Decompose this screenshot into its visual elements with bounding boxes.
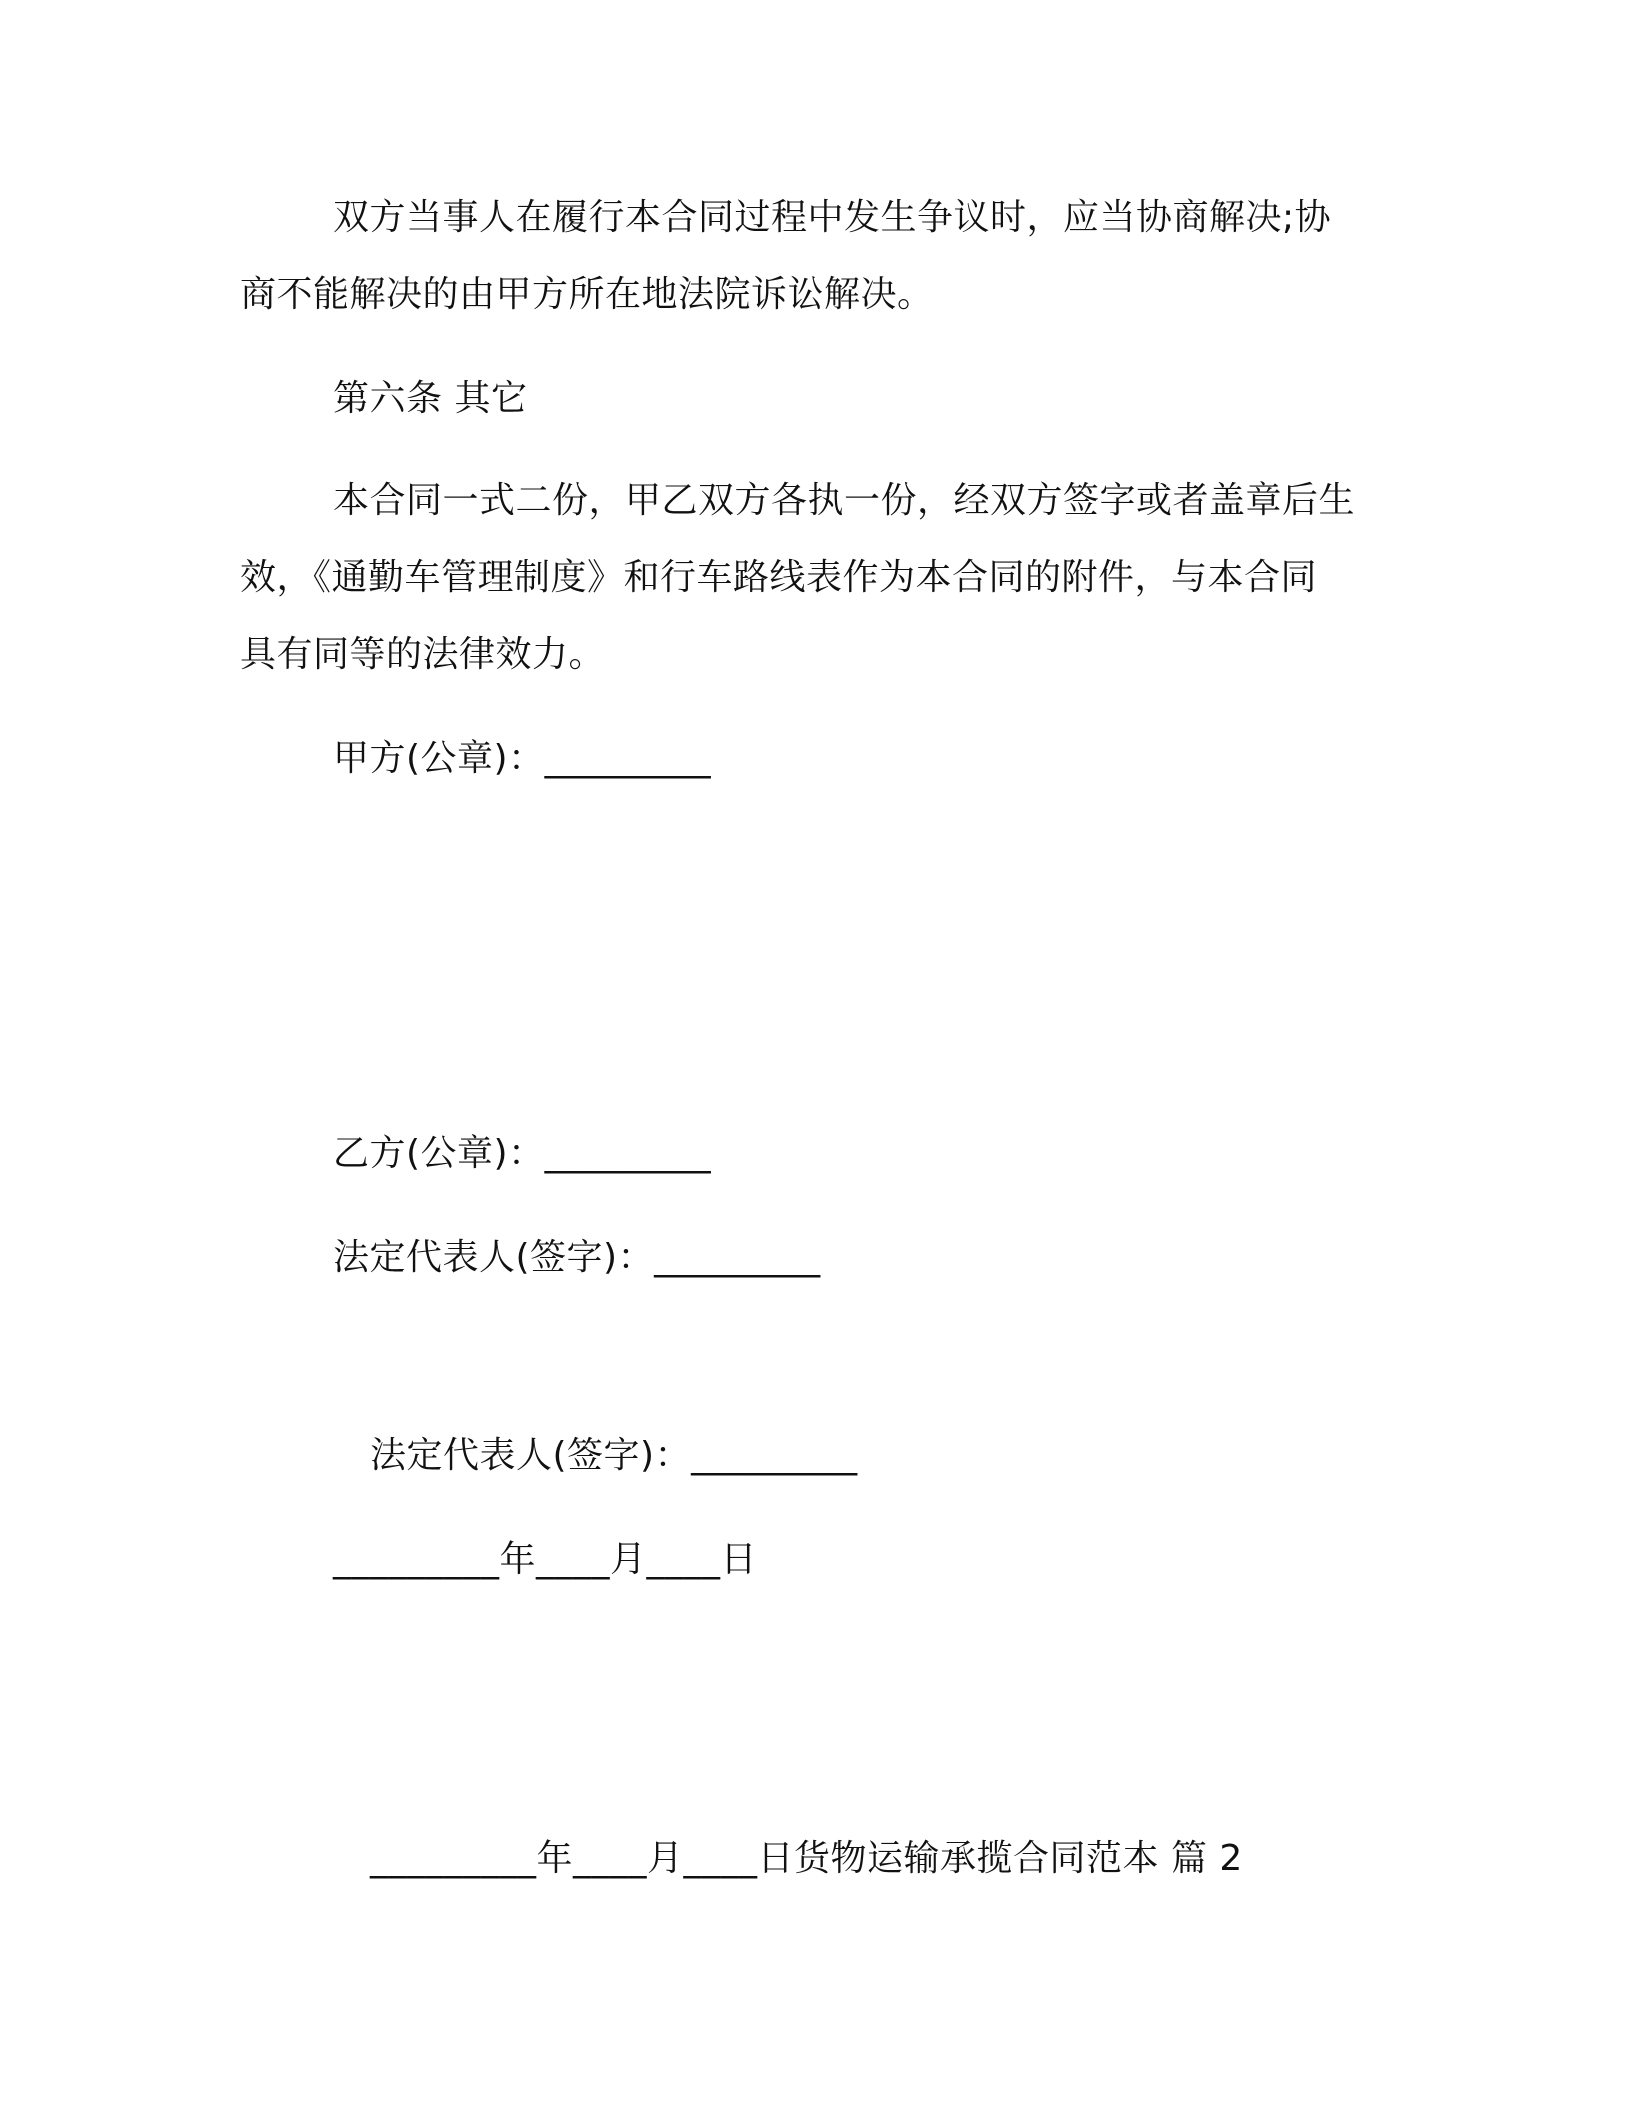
dispute-paragraph-line-1: 双方当事人在履行本合同过程中发生争议时，应当协商解决;协 <box>333 197 1332 238</box>
party-b-seal-line: 乙方(公章)：_________ <box>333 1133 712 1174</box>
article-6-heading: 第六条 其它 <box>333 378 528 419</box>
date-line: _________年____月____日 <box>333 1539 757 1580</box>
dispute-paragraph-line-2: 商不能解决的由甲方所在地法院诉讼解决。 <box>240 274 934 315</box>
next-section-title: _________年____月____日货物运输承揽合同范本 篇 2 <box>370 1838 1243 1879</box>
legal-rep-signature-line-2: 法定代表人(签字)：_________ <box>370 1435 858 1476</box>
copies-paragraph-line-1: 本合同一式二份，甲乙双方各执一份，经双方签字或者盖章后生 <box>333 480 1356 521</box>
legal-rep-signature-line-1: 法定代表人(签字)：_________ <box>333 1237 821 1278</box>
party-a-seal-line: 甲方(公章)：_________ <box>333 738 712 779</box>
copies-paragraph-line-2: 效，《通勤车管理制度》和行车路线表作为本合同的附件，与本合同 <box>240 557 1318 598</box>
copies-paragraph-line-3: 具有同等的法律效力。 <box>240 634 606 675</box>
